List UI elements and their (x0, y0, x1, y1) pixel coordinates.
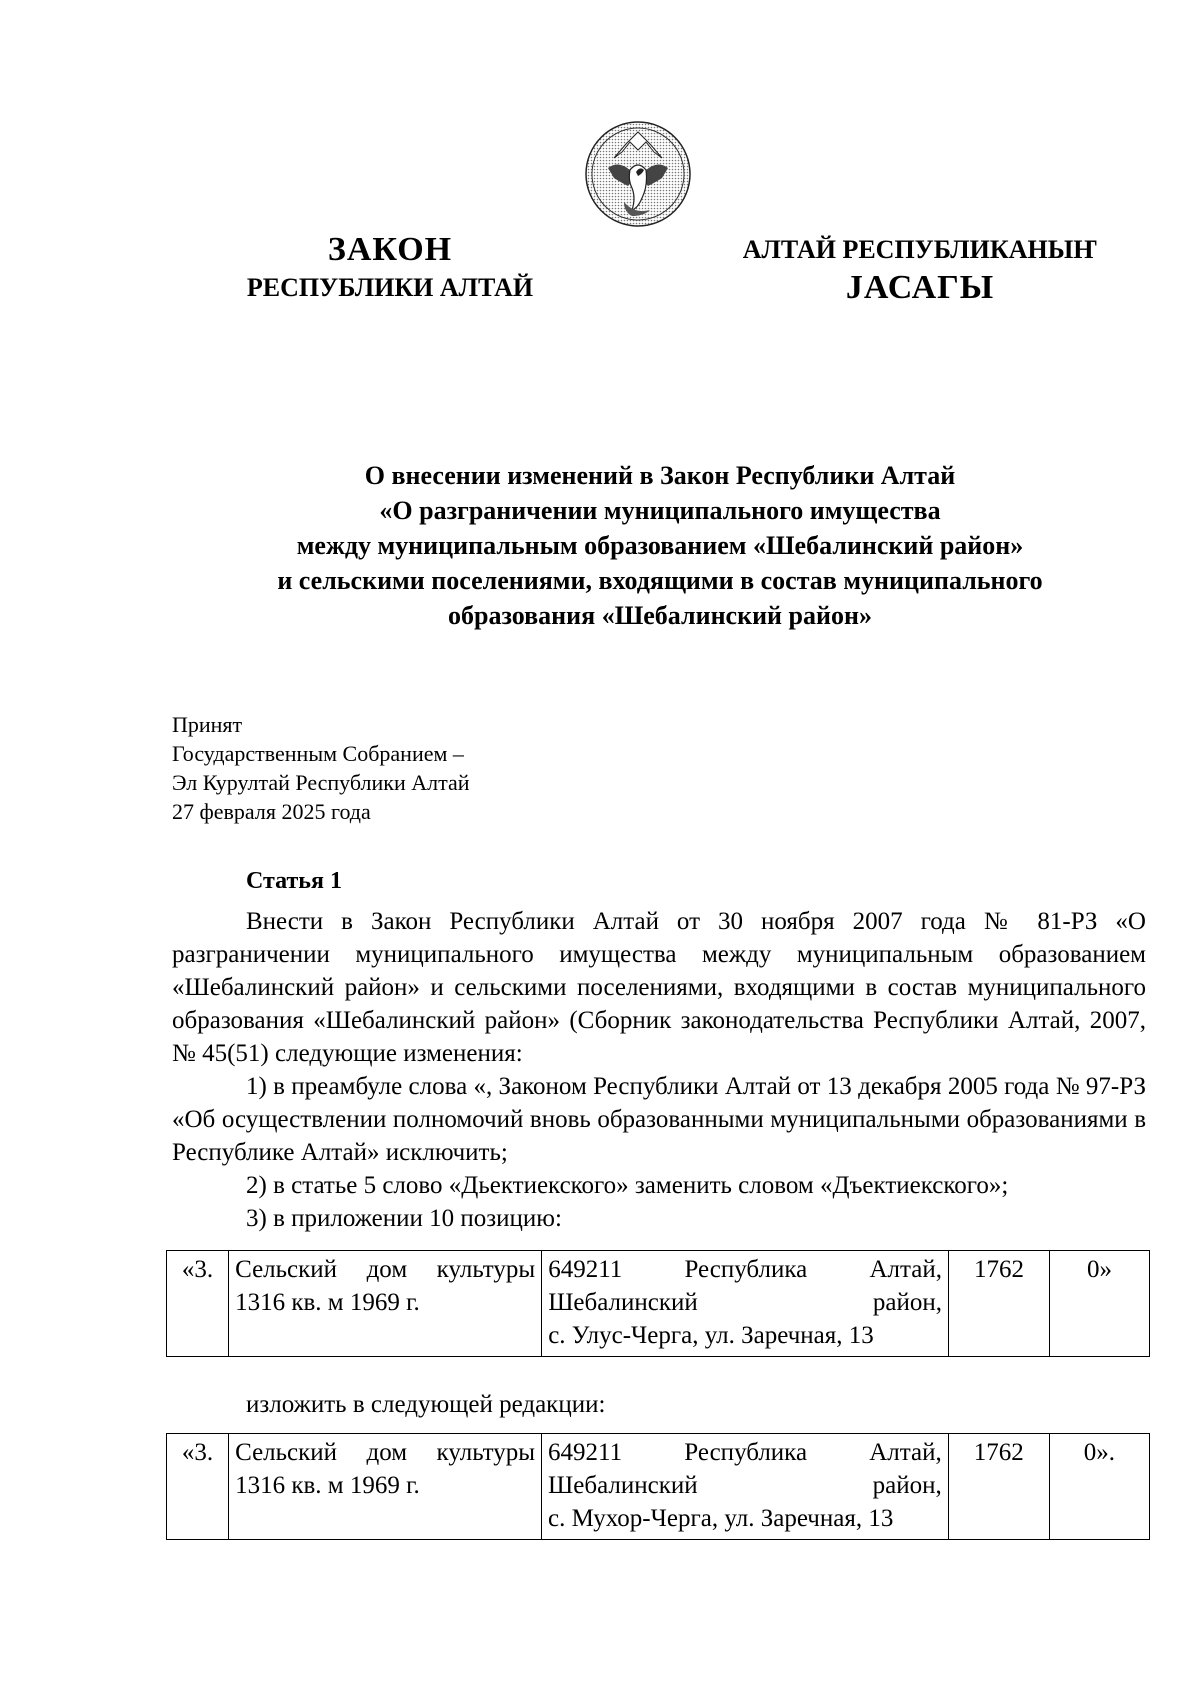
article-paragraph: Внести в Закон Республики Алтай от 30 ноября 2007 года № 81-РЗ «О разграничении муниципального имущества между муниципальным образованием «Шебалинский район» и сельскими поселениями, входящими в состав муниципального образования «Шебалинский район» (Сборник законодательства Республики Алтай, 2007, № 45(51) следующие изменения: (172, 908, 1146, 1067)
header-republic-name: РЕСПУБЛИКИ АЛТАЙ (246, 273, 534, 302)
table-row (167, 1251, 1150, 1357)
header-law-title-altai: JАСАГЫ (845, 269, 995, 306)
title-line: образования «Шебалинский район» (448, 601, 872, 630)
adoption-date: 27 февраля 2025 года (172, 799, 371, 824)
cell-number: «3. (167, 1434, 229, 1540)
address-postcode: 649211 (548, 1256, 623, 1283)
header-law-title: ЗАКОН (327, 231, 453, 268)
article-paragraph: 2) в статье 5 слово «Дьектиекского» заменить словом «Дъектиекского»; (246, 1172, 1009, 1199)
cell-name: Сельский дом культуры 1316 кв. м 1969 г. (229, 1434, 542, 1540)
replacement-intro: изложить в следующей редакции: (246, 1391, 606, 1418)
cell-address (542, 1251, 949, 1357)
address-part: Республика (684, 1439, 808, 1466)
address-part: Алтай, (869, 1439, 942, 1466)
title-line: между муниципальным образованием «Шебалинский район» (296, 531, 1024, 560)
document-title (200, 458, 1120, 633)
address-part: Шебалинский (548, 1289, 698, 1316)
address-street: с. Мухор-Черга, ул. Заречная, 13 (548, 1505, 894, 1532)
address-part: район, (872, 1472, 942, 1499)
coat-of-arms-emblem (584, 120, 692, 228)
header-republic-name-altai: АЛТАЙ РЕСПУБЛИКАНЫҤ (742, 235, 1098, 264)
address-part: Республика (684, 1256, 808, 1283)
cell-number: «3. (167, 1251, 229, 1357)
title-line: и сельскими поселениями, входящими в состав муниципального (277, 566, 1043, 595)
address-part: район, (872, 1289, 942, 1316)
article-paragraph: 1) в преамбуле слова «, Законом Республики Алтай от 13 декабря 2005 года № 97-РЗ «Об осуществлении полномочий вновь образованными муниципальными образованиями в Республике Алтай» исключить; (172, 1073, 1146, 1166)
table-row (167, 1434, 1150, 1540)
adoption-block (172, 710, 470, 826)
address-part: Алтай, (869, 1256, 942, 1283)
title-line: «О разграничении муниципального имущества (379, 496, 941, 525)
adoption-line: Эл Курултай Республики Алтай (172, 770, 470, 795)
header-left (200, 230, 580, 306)
title-line: О внесении изменений в Закон Республики Алтай (364, 461, 956, 490)
cell-value: 1762 (948, 1434, 1049, 1540)
cell-residual: 0». (1049, 1434, 1149, 1540)
table-new-position (166, 1433, 1150, 1540)
adoption-line: Принят (172, 712, 243, 737)
address-part: Шебалинский (548, 1472, 698, 1499)
article-heading: Статья 1 (246, 868, 342, 894)
cell-name: Сельский дом культуры 1316 кв. м 1969 г. (229, 1251, 542, 1357)
cell-address (542, 1434, 949, 1540)
adoption-line: Государственным Собранием – (172, 741, 464, 766)
address-postcode: 649211 (548, 1439, 623, 1466)
table-old-position (166, 1250, 1150, 1357)
header-right (720, 232, 1120, 308)
address-street: с. Улус-Черга, ул. Заречная, 13 (548, 1322, 874, 1349)
article-body (172, 905, 1146, 1235)
article-paragraph: 3) в приложении 10 позицию: (246, 1205, 562, 1232)
cell-residual: 0» (1050, 1251, 1150, 1357)
cell-value: 1762 (948, 1251, 1049, 1357)
